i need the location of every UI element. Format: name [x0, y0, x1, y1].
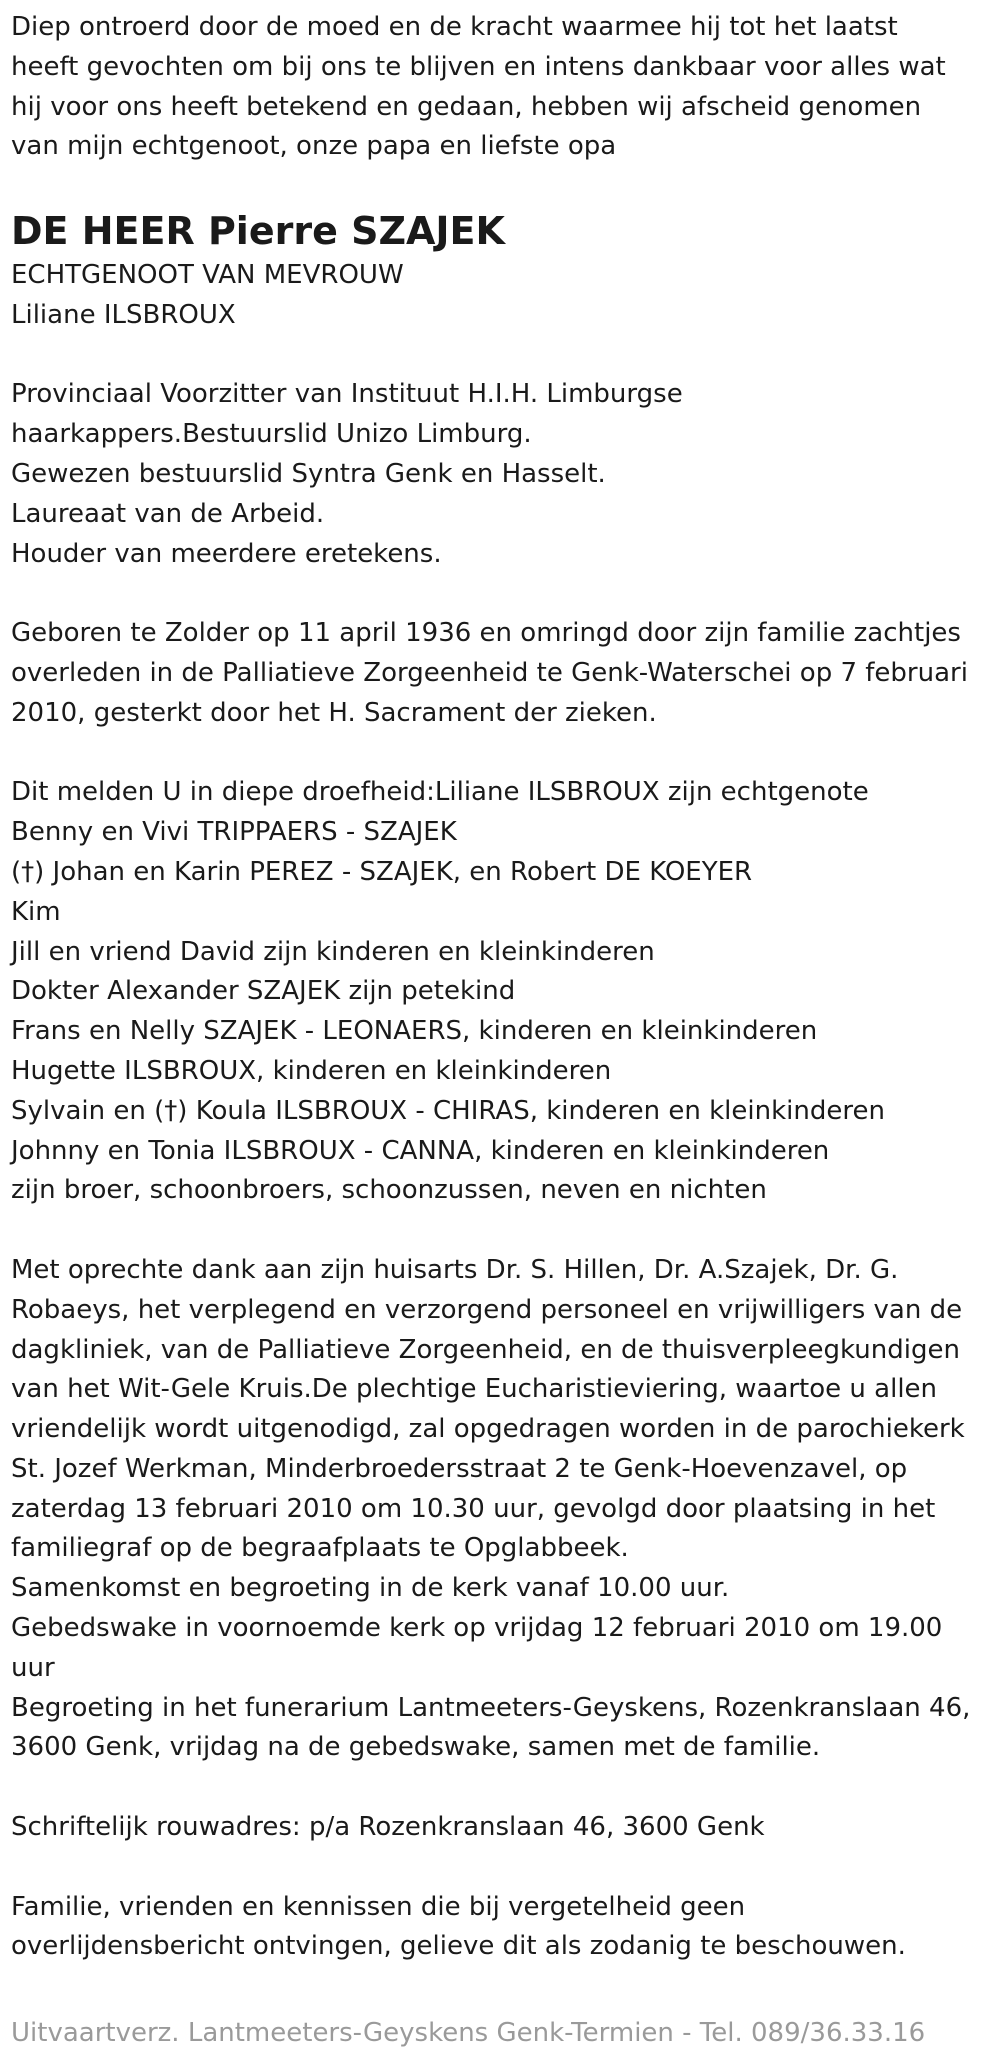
thanks-service-line: Met oprechte dank aan zijn huisarts Dr. S. Hillen, Dr. A.Szajek, Dr. G. [11, 1254, 899, 1285]
closing-paragraph [11, 1888, 1000, 1968]
intro-line: hij voor ons heeft betekend en gedaan, hebben wij afscheid genomen [11, 91, 922, 122]
spouse-line: ECHTGENOOT VAN MEVROUW [11, 259, 404, 290]
birth-death-line: overleden in de Palliatieve Zorgeenheid te Genk-Waterschei op 7 februari [11, 657, 968, 688]
closing-line: overlijdensbericht ontvingen, gelieve dit als zodanig te beschouwen. [11, 1931, 906, 1962]
thanks-service-line: St. Jozef Werkman, Minderbroedersstraat 2 te Genk-Hoevenzavel, op [11, 1453, 908, 1484]
family-line: (†) Johan en Karin PEREZ - SZAJEK, en Robert DE KOEYER [11, 856, 753, 887]
family-line: Johnny en Tonia ILSBROUX - CANNA, kinderen en kleinkinderen [11, 1135, 830, 1166]
titles-line: Houder van meerdere eretekens. [11, 538, 442, 569]
intro-line: Diep ontroerd door de moed en de kracht waarmee hij tot het laatst [11, 12, 898, 42]
thanks-service-line: Gebedswake in voornoemde kerk op vrijdag 12 februari 2010 om 19.00 [11, 1613, 943, 1644]
titles-line: Gewezen bestuurslid Syntra Genk en Hasselt. [11, 458, 606, 489]
family-paragraph [11, 773, 1000, 1211]
birth-death-line: Geboren te Zolder op 11 april 1936 en omringd door zijn familie zachtjes [11, 618, 961, 649]
thanks-service-line: Robaeys, het verplegend en verzorgend personeel en vrijwilligers van de [11, 1294, 963, 1325]
thanks-service-line: 3600 Genk, vrijdag na de gebedswake, samen met de familie. [11, 1732, 821, 1763]
titles-line: Provinciaal Voorzitter van Instituut H.I.H. Limburgse [11, 379, 683, 410]
family-line: Hugette ILSBROUX, kinderen en kleinkinderen [11, 1055, 612, 1086]
family-line: Frans en Nelly SZAJEK - LEONAERS, kinderen en kleinkinderen [11, 1016, 818, 1047]
family-line: zijn broer, schoonbroers, schoonzussen, neven en nichten [11, 1175, 767, 1206]
thanks-service-line: zaterdag 13 februari 2010 om 10.30 uur, gevolgd door plaatsing in het [11, 1493, 936, 1524]
family-line: Kim [11, 896, 61, 927]
birth-death-paragraph [11, 614, 1000, 733]
titles-paragraph [11, 375, 1000, 574]
spouse-paragraph [11, 256, 1000, 336]
thanks-service-line: van het Wit-Gele Kruis.De plechtige Eucharistieviering, waartoe u allen [11, 1374, 938, 1405]
mourning-address: Schriftelijk rouwadres: p/a Rozenkranslaan 46, 3600 Genk [11, 1812, 765, 1843]
family-line: Dit melden U in diepe droefheid:Liliane ILSBROUX zijn echtgenote [11, 777, 869, 808]
thanks-service-paragraph [11, 1251, 1000, 1768]
thanks-service-line: Samenkomst en begroeting in de kerk vanaf 10.00 uur. [11, 1573, 730, 1604]
thanks-service-line: familiegraf op de begraafplaats te Opglabbeek. [11, 1533, 629, 1564]
closing-line: Familie, vrienden en kennissen die bij vergetelheid geen [11, 1891, 746, 1922]
family-line: Jill en vriend David zijn kinderen en kleinkinderen [11, 936, 655, 967]
intro-line: heeft gevochten om bij ons te blijven en intens dankbaar voor alles wat [11, 51, 946, 82]
intro-line: van mijn echtgenoot, onze papa en liefste opa [11, 131, 617, 162]
thanks-service-line: Begroeting in het funerarium Lantmeeters-Geyskens, Rozenkranslaan 46, [11, 1692, 971, 1723]
birth-death-line: 2010, gesterkt door het H. Sacrament der zieken. [11, 697, 657, 728]
family-line: Benny en Vivi TRIPPAERS - SZAJEK [11, 817, 457, 848]
thanks-service-line: uur [11, 1652, 55, 1683]
spouse-line: Liliane ILSBROUX [11, 299, 236, 330]
funeral-home-footer: Uitvaartverz. Lantmeeters-Geyskens Genk-Termien - Tel. 089/36.33.16 [11, 2018, 926, 2048]
thanks-service-line: dagkliniek, van de Palliatieve Zorgeenheid, en de thuisverpleegkundigen [11, 1334, 960, 1365]
deceased-name: DE HEER Pierre SZAJEK [11, 208, 505, 253]
thanks-service-line: vriendelijk wordt uitgenodigd, zal opgedragen worden in de parochiekerk [11, 1414, 965, 1445]
intro-paragraph [11, 8, 1000, 167]
family-line: Sylvain en (†) Koula ILSBROUX - CHIRAS, kinderen en kleinkinderen [11, 1095, 885, 1126]
family-line: Dokter Alexander SZAJEK zijn petekind [11, 976, 516, 1007]
titles-line: haarkappers.Bestuurslid Unizo Limburg. [11, 419, 532, 450]
address-paragraph [11, 1808, 1000, 1848]
titles-line: Laureaat van de Arbeid. [11, 498, 325, 529]
